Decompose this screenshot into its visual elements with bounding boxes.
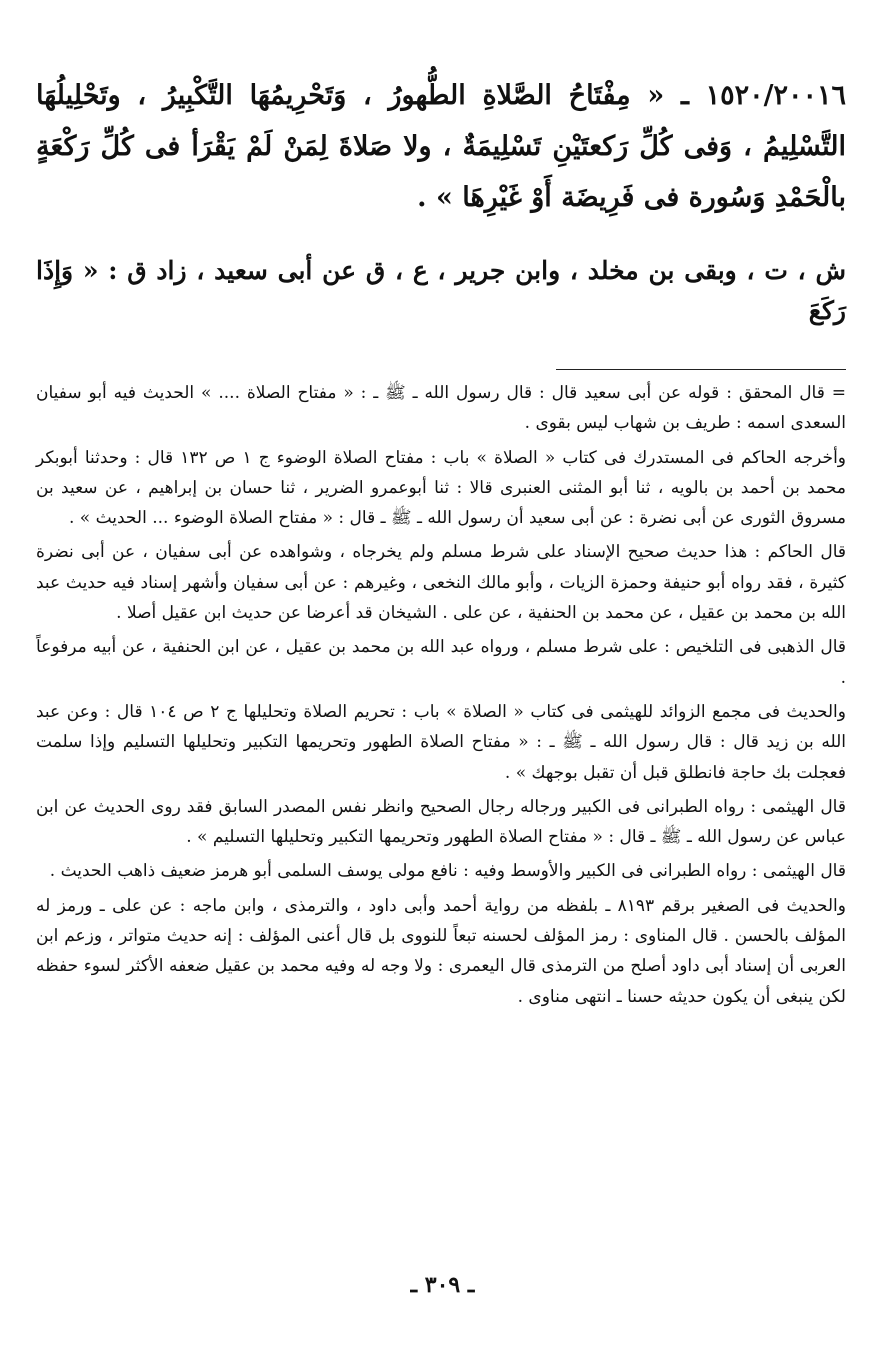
hadith-sources: ش ، ت ، وبقى بن مخلد ، وابن جرير ، ع ، ق عن أبى سعيد ، زاد ق : « وَإِذَا رَكَعَ [36,256,846,325]
hadith-text: ١٥٢٠/٢٠٠١٦ ـ « مِفْتَاحُ الصَّلاةِ الطُّهورُ ، وَتَحْرِيمُهَا التَّكْبِيرُ ، وتَحْلِيلُهَا التَّسْلِيمُ ، وَفى كُلِّ رَكعتَيْنِ تَسْلِيمَةٌ ، ولا صَلاةَ لِمَنْ لَمْ يَقْرَأ فى كُلِّ رَكْعَةٍ بالْحَمْدِ وَسُورة فى فَرِيضَة أَوْ غَيْرِهَا » . [36,80,846,213]
footnote-divider [556,369,846,370]
page-body [36,70,846,1016]
footnote-paragraph: قال الذهبى فى التلخيص : على شرط مسلم ، ورواه عبد الله بن محمد بن عقيل ، عن ابن الحنفية ، عن أبيه مرفوعاً . [36,637,846,688]
footnote-paragraph: قال الهيثمى : رواه الطبرانى فى الكبير والأوسط وفيه : نافع مولى يوسف السلمى أبو هرمز ضعيف ذاهب الحديث . [49,861,846,882]
footnote-paragraph: قال الحاكم : هذا حديث صحيح الإسناد على شرط مسلم ولم يخرجاه ، وشواهده عن أبى سفيان ، عن أبى نضرة كثيرة ، فقد رواه أبو حنيفة وحمزة الزيات ، وأبو مالك النخعى ، وغيرهم : عن أبى سفيان وأشهر إسناد فيه حديث عبد الله بن محمد بن عقيل ، عن محمد بن الحنفية ، عن على . الشيخان قد أعرضا عن حديث ابن عقيل أصلا . [36,542,846,624]
footnote-paragraph: = قال المحقق : قوله عن أبى سعيد قال : قال رسول الله ـ ﷺ ـ : « مفتاح الصلاة .... » الحديث فيه أبو سفيان السعدى اسمه : طريف بن شهاب ليس بقوى . [36,383,846,434]
page-number: ـ ٣٠٩ ـ [410,1272,475,1298]
footnotes [36,378,846,1012]
footnote-paragraph: والحديث فى مجمع الزوائد للهيثمى فى كتاب « الصلاة » باب : تحريم الصلاة وتحليلها ج ٢ ص ١٠٤ قال : وعن عبد الله بن زيد قال : قال رسول الله ـ ﷺ ـ : « مفتاح الصلاة الطهور وتحريمها التكبير وتحليلها التسليم وإذا سلمت فعجلت بك حاجة فانطلق قبل أن تقبل بوجهك » . [36,701,846,783]
footnote-paragraph: قال الهيثمى : رواه الطبرانى فى الكبير ورجاله رجال الصحيح وانظر نفس المصدر السابق فقد روى الحديث عن ابن عباس عن رسول الله ـ ﷺ ـ قال : « مفتاح الصلاة الطهور وتحريمها التكبير وتحليلها التسليم » . [36,796,846,848]
footnote-paragraph: والحديث فى الصغير برقم ٨١٩٣ ـ بلفظه من رواية أحمد وأبى داود ، والترمذى ، وابن ماجه : عن على ـ ورمز له المؤلف بالحسن . قال المناوى : رمز المؤلف لحسنه تبعاً للنووى بل قال أعنى المؤلف : إنه حديث متواتر ، وزعم ابن العربى أن إسناد أبى داود أصلح من الترمذى قال اليعمرى : ولا وجه له وفيه محمد بن عقيل ضعفه الأكثر لسوء حفظه لكن ينبغى أن يكون حديثه حسنا ـ انتهى مناوى . [36,895,846,1007]
footnote-paragraph: وأخرجه الحاكم فى المستدرك فى كتاب « الصلاة » باب : مفتاح الصلاة الوضوء ج ١ ص ١٣٢ قال : وحدثنا أبوبكر محمد بن أحمد بن بالويه ، ثنا أبو المثنى العنبرى قالا : ثنا أبوعمرو الضرير ، ثنا حسان بن إبراهيم ، عن سعيد بن مسروق الثورى عن أبى نضرة : عن أبى سعيد أن رسول الله ـ ﷺ ـ قال : « مفتاح الصلاة الوضوء ... الحديث » . [36,447,846,529]
